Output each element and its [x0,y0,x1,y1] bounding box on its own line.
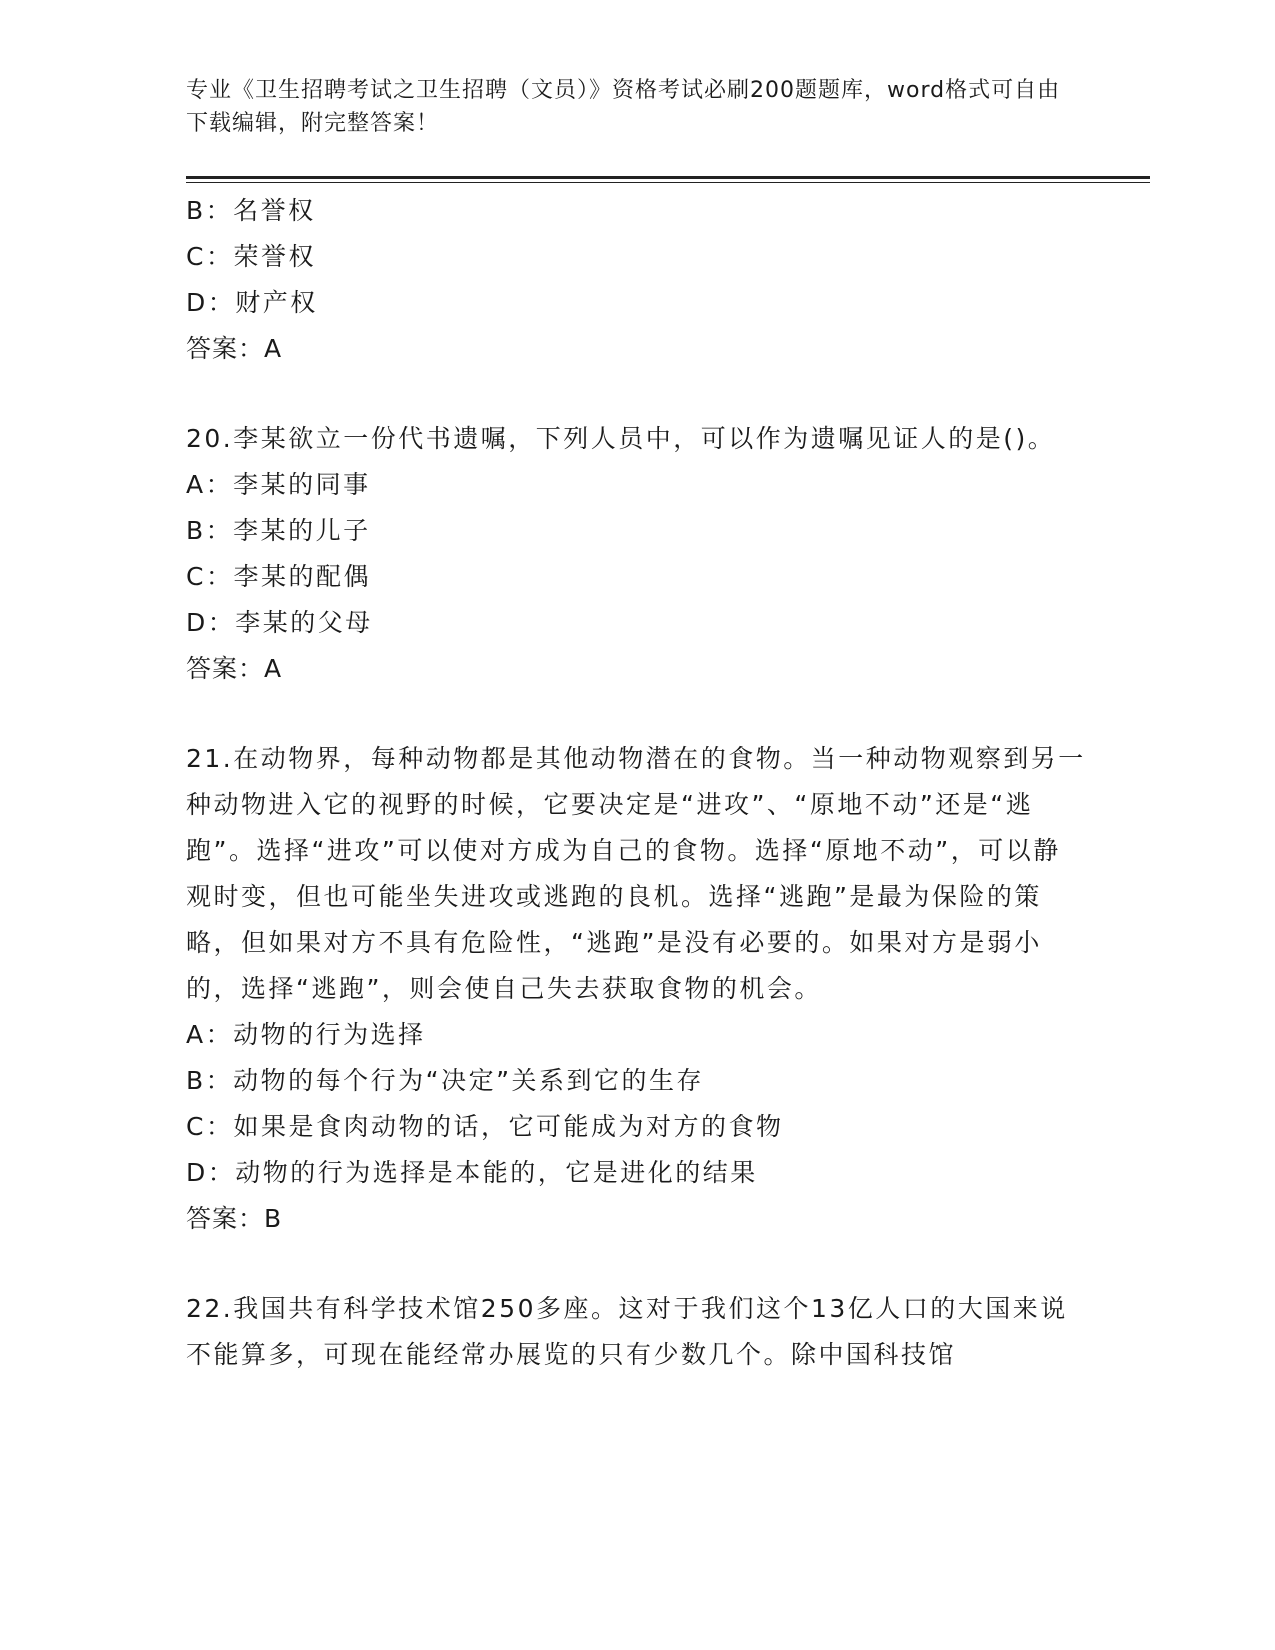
question-text: 22.我国共有科学技术馆250多座。这对于我们这个13亿人口的大国来说不能算多，可现在能经常办展览的只有少数几个。除中国科技馆 [186,1294,1068,1369]
question-block-19 [186,188,1086,372]
option-c: C：李某的配偶 [186,562,371,591]
option-d: D：财产权 [186,288,318,317]
header-rule-thin [186,182,1150,183]
question-text: 20.李某欲立一份代书遗嘱，下列人员中，可以作为遗嘱见证人的是()。 [186,424,1056,453]
option-c: C：荣誉权 [186,242,316,271]
option-d: D：李某的父母 [186,608,373,637]
document-header: 专业《卫生招聘考试之卫生招聘（文员）》资格考试必刷200题题库，word格式可自由下载编辑，附完整答案！ [186,78,1061,136]
answer: 答案：A [186,654,283,683]
option-b: B：动物的每个行为“决定”关系到它的生存 [186,1066,705,1095]
question-block-21 [186,736,1086,1242]
question-block-22 [186,1286,1086,1378]
question-block-20 [186,416,1086,692]
header-rule-thick [186,176,1150,179]
option-a: A：李某的同事 [186,470,371,499]
option-a: A：动物的行为选择 [186,1020,426,1049]
option-b: B：李某的儿子 [186,516,371,545]
option-c: C：如果是食肉动物的话，它可能成为对方的食物 [186,1112,784,1141]
answer: 答案：B [186,1204,283,1233]
option-b: B：名誉权 [186,196,316,225]
option-d: D：动物的行为选择是本能的，它是进化的结果 [186,1158,758,1187]
question-text: 21.在动物界，每种动物都是其他动物潜在的食物。当一种动物观察到另一种动物进入它的视野的时候，它要决定是“进攻”、“原地不动”还是“逃跑”。选择“进攻”可以使对方成为自己的食物。选择“原地不动”，可以静观时变，但也可能坐失进攻或逃跑的良机。选择“逃跑”是最为保险的策略，但如果对方不具有危险性，“逃跑”是没有必要的。如果对方是弱小的，选择“逃跑”，则会使自己失去获取食物的机会。 [186,744,1086,1003]
document-body [186,188,1086,1378]
answer: 答案：A [186,334,283,363]
